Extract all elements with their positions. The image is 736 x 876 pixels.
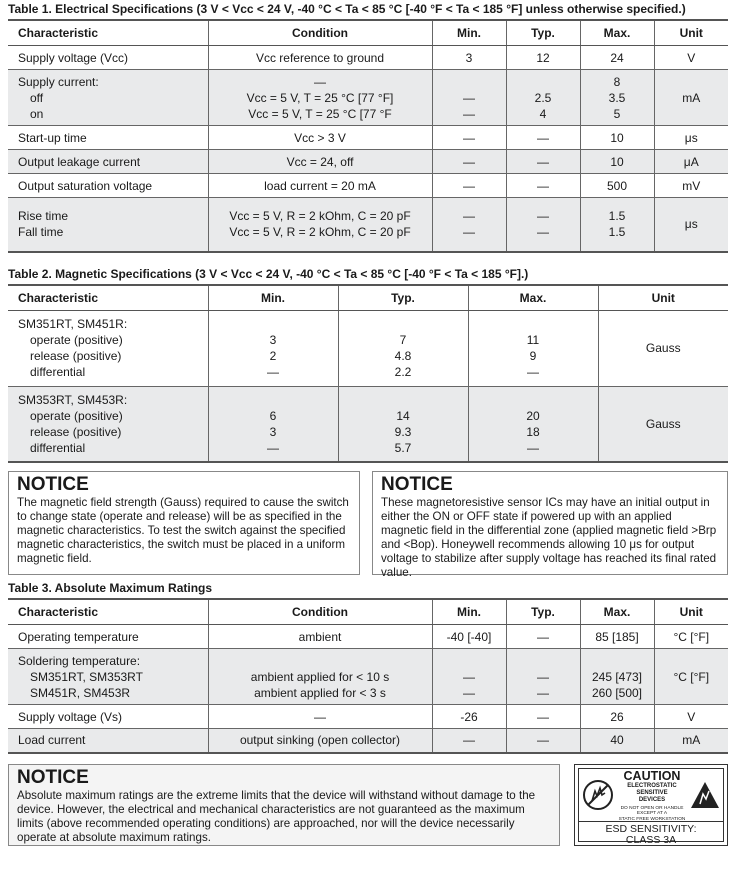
bottom-row <box>8 764 728 846</box>
cell-condition: — Vcc = 5 V, T = 25 °C [77 °F] Vcc = 5 V, T = 25 °C [77 °F <box>208 70 432 126</box>
magnetic-specifications-table <box>8 284 728 464</box>
cell-max: 20 18 — <box>468 386 598 462</box>
cell-condition: load current = 20 mA <box>208 174 432 198</box>
col-header: Unit <box>654 599 728 625</box>
esd-caution-text: CAUTION <box>623 768 681 783</box>
notice-title: NOTICE <box>17 474 89 495</box>
cell-max: 500 <box>580 174 654 198</box>
table-row <box>8 174 728 198</box>
cell-typ: 7 4.8 2.2 <box>338 310 468 386</box>
cell-condition: Vcc = 24, off <box>208 150 432 174</box>
cell-unit: Gauss <box>598 386 728 462</box>
cell-characteristic: Rise time Fall time <box>8 198 208 252</box>
absolute-maximum-ratings-table <box>8 598 728 754</box>
cell-characteristic: Operating temperature <box>8 625 208 649</box>
cell-condition: Vcc reference to ground <box>208 46 432 70</box>
cell-characteristic: Supply voltage (Vcc) <box>8 46 208 70</box>
table-row <box>8 126 728 150</box>
col-header: Min. <box>208 285 338 311</box>
cell-characteristic: SM353RT, SM453R: operate (positive) release (positive) differential <box>8 386 208 462</box>
table2-caption: Table 2. Magnetic Specifications (3 V < Vcc < 24 V, -40 °C < Ta < 85 °C [-40 °F < Ta < 185 °F].) <box>8 266 529 281</box>
col-header: Max. <box>580 20 654 46</box>
cell-condition: ambient applied for < 10 s ambient applied for < 3 s <box>208 649 432 705</box>
cell-typ: 2.5 4 <box>506 70 580 126</box>
cell-max: 8 3.5 5 <box>580 70 654 126</box>
cell-unit: μs <box>654 126 728 150</box>
cell-characteristic: Supply voltage (Vs) <box>8 705 208 729</box>
table-row <box>8 198 728 252</box>
col-header: Min. <box>432 599 506 625</box>
col-header: Characteristic <box>8 20 208 46</box>
cell-unit: V <box>654 705 728 729</box>
cell-min: — <box>432 729 506 753</box>
esd-fine-print: EXCEPT AT A <box>636 811 668 816</box>
cell-min: 3 <box>432 46 506 70</box>
col-header: Condition <box>208 20 432 46</box>
cell-unit: μs <box>654 198 728 252</box>
cell-characteristic: Load current <box>8 729 208 753</box>
cell-max: 245 [473] 260 [500] <box>580 649 654 705</box>
cell-max: 10 <box>580 150 654 174</box>
cell-min: -26 <box>432 705 506 729</box>
notice-text: These magnetoresistive sensor ICs may have an initial output in either the ON or OFF state if powered up with an applied magnetic field in the differential zone (applied magnetic field >Brp and <Bop). Honeywell recommends allowing 10 μs for output voltage to stabilize after supply voltage has reached its final rated value. <box>381 496 717 579</box>
col-header: Typ. <box>506 20 580 46</box>
cell-characteristic: Output saturation voltage <box>8 174 208 198</box>
esd-fine-print: STATIC FREE WORKSTATION <box>618 816 686 822</box>
esd-line: SENSITIVE <box>636 789 668 796</box>
table-header-row <box>8 20 728 46</box>
cell-typ: — <box>506 625 580 649</box>
cell-typ: — <box>506 729 580 753</box>
cell-unit: Gauss <box>598 310 728 386</box>
cell-max: 1.5 1.5 <box>580 198 654 252</box>
notice-absolute-maximum <box>8 764 560 846</box>
table-header-row <box>8 285 728 311</box>
table-row <box>8 705 728 729</box>
col-header: Min. <box>432 20 506 46</box>
notice-initial-output <box>372 471 728 579</box>
col-header: Unit <box>598 285 728 311</box>
esd-fine-print: DO NOT OPEN OR HANDLE <box>620 805 684 811</box>
cell-min: 3 2 — <box>208 310 338 386</box>
col-header: Max. <box>468 285 598 311</box>
esd-warning-triangle-icon <box>687 769 723 821</box>
cell-max: 40 <box>580 729 654 753</box>
cell-unit: °C [°F] <box>654 625 728 649</box>
cell-typ: — <box>506 126 580 150</box>
table-row <box>8 729 728 753</box>
cell-max: 10 <box>580 126 654 150</box>
esd-circle-icon <box>579 769 617 821</box>
cell-min: — <box>432 150 506 174</box>
notice-title: NOTICE <box>381 474 453 495</box>
table-row <box>8 150 728 174</box>
table-row <box>8 46 728 70</box>
cell-unit: mA <box>654 70 728 126</box>
cell-min: — <box>432 126 506 150</box>
table1-caption: Table 1. Electrical Specifications (3 V < Vcc < 24 V, -40 °C < Ta < 85 °C [-40 °F < Ta < 185 °F] unless otherwise specified.) <box>8 2 686 16</box>
col-header: Characteristic <box>8 285 208 311</box>
cell-condition: ambient <box>208 625 432 649</box>
cell-max: 11 9 — <box>468 310 598 386</box>
notice-title: NOTICE <box>17 766 89 788</box>
cell-characteristic: Output leakage current <box>8 150 208 174</box>
notice-text: The magnetic field strength (Gauss) required to cause the switch to change state (operate and release) will be as specified in the magnetic characteristics. To test the switch against the specified magnetic characteristics, the switch must be placed in a uniform magnetic field. <box>17 496 349 565</box>
table-header-row <box>8 599 728 625</box>
cell-characteristic: Supply current: off on <box>8 70 208 126</box>
cell-max: 85 [185] <box>580 625 654 649</box>
cell-typ: 12 <box>506 46 580 70</box>
table-row <box>8 310 728 386</box>
cell-typ: — <box>506 150 580 174</box>
notice-row <box>8 471 728 579</box>
col-header: Characteristic <box>8 599 208 625</box>
esd-caution-label <box>574 764 728 846</box>
cell-typ: — — <box>506 198 580 252</box>
notice-magnetic-field <box>8 471 360 575</box>
col-header: Condition <box>208 599 432 625</box>
datasheet-page <box>8 2 728 846</box>
table3-caption: Table 3. Absolute Maximum Ratings <box>8 581 213 595</box>
cell-condition: output sinking (open collector) <box>208 729 432 753</box>
cell-min: -40 [-40] <box>432 625 506 649</box>
esd-class: CLASS 3A <box>625 833 677 846</box>
cell-max: 24 <box>580 46 654 70</box>
cell-characteristic: Soldering temperature: SM351RT, SM353RT SM451R, SM453R <box>8 649 208 705</box>
cell-characteristic: Start-up time <box>8 126 208 150</box>
cell-condition: — <box>208 705 432 729</box>
table-row <box>8 649 728 705</box>
esd-sensitivity: ESD SENSITIVITY: <box>605 822 697 835</box>
cell-unit: mA <box>654 729 728 753</box>
cell-min: — — <box>432 649 506 705</box>
cell-min: — <box>432 174 506 198</box>
cell-typ: — — <box>506 649 580 705</box>
cell-unit: mV <box>654 174 728 198</box>
col-header: Max. <box>580 599 654 625</box>
esd-line: DEVICES <box>638 796 666 803</box>
cell-unit: V <box>654 46 728 70</box>
table-row <box>8 70 728 126</box>
cell-characteristic: SM351RT, SM451R: operate (positive) release (positive) differential <box>8 310 208 386</box>
electrical-specifications-table <box>8 19 728 253</box>
esd-line: ELECTROSTATIC <box>627 782 677 789</box>
cell-condition: Vcc > 3 V <box>208 126 432 150</box>
cell-max: 26 <box>580 705 654 729</box>
cell-condition: Vcc = 5 V, R = 2 kOhm, C = 20 pF Vcc = 5 V, R = 2 kOhm, C = 20 pF <box>208 198 432 252</box>
cell-min: — — <box>432 70 506 126</box>
cell-min: 6 3 — <box>208 386 338 462</box>
cell-typ: 14 9.3 5.7 <box>338 386 468 462</box>
table-row <box>8 386 728 462</box>
cell-unit: μA <box>654 150 728 174</box>
col-header: Unit <box>654 20 728 46</box>
cell-unit: °C [°F] <box>654 649 728 705</box>
col-header: Typ. <box>506 599 580 625</box>
cell-typ: — <box>506 174 580 198</box>
table-row <box>8 625 728 649</box>
cell-min: — — <box>432 198 506 252</box>
notice-text: Absolute maximum ratings are the extreme limits that the device will withstand without damage to the device. However, the electrical and mechanical characteristics are not guaranteed as the maximum limits (above recommended operating conditions) are approached, nor will the device necessarily operate at absolute maximum ratings. <box>17 788 536 844</box>
col-header: Typ. <box>338 285 468 311</box>
cell-typ: — <box>506 705 580 729</box>
